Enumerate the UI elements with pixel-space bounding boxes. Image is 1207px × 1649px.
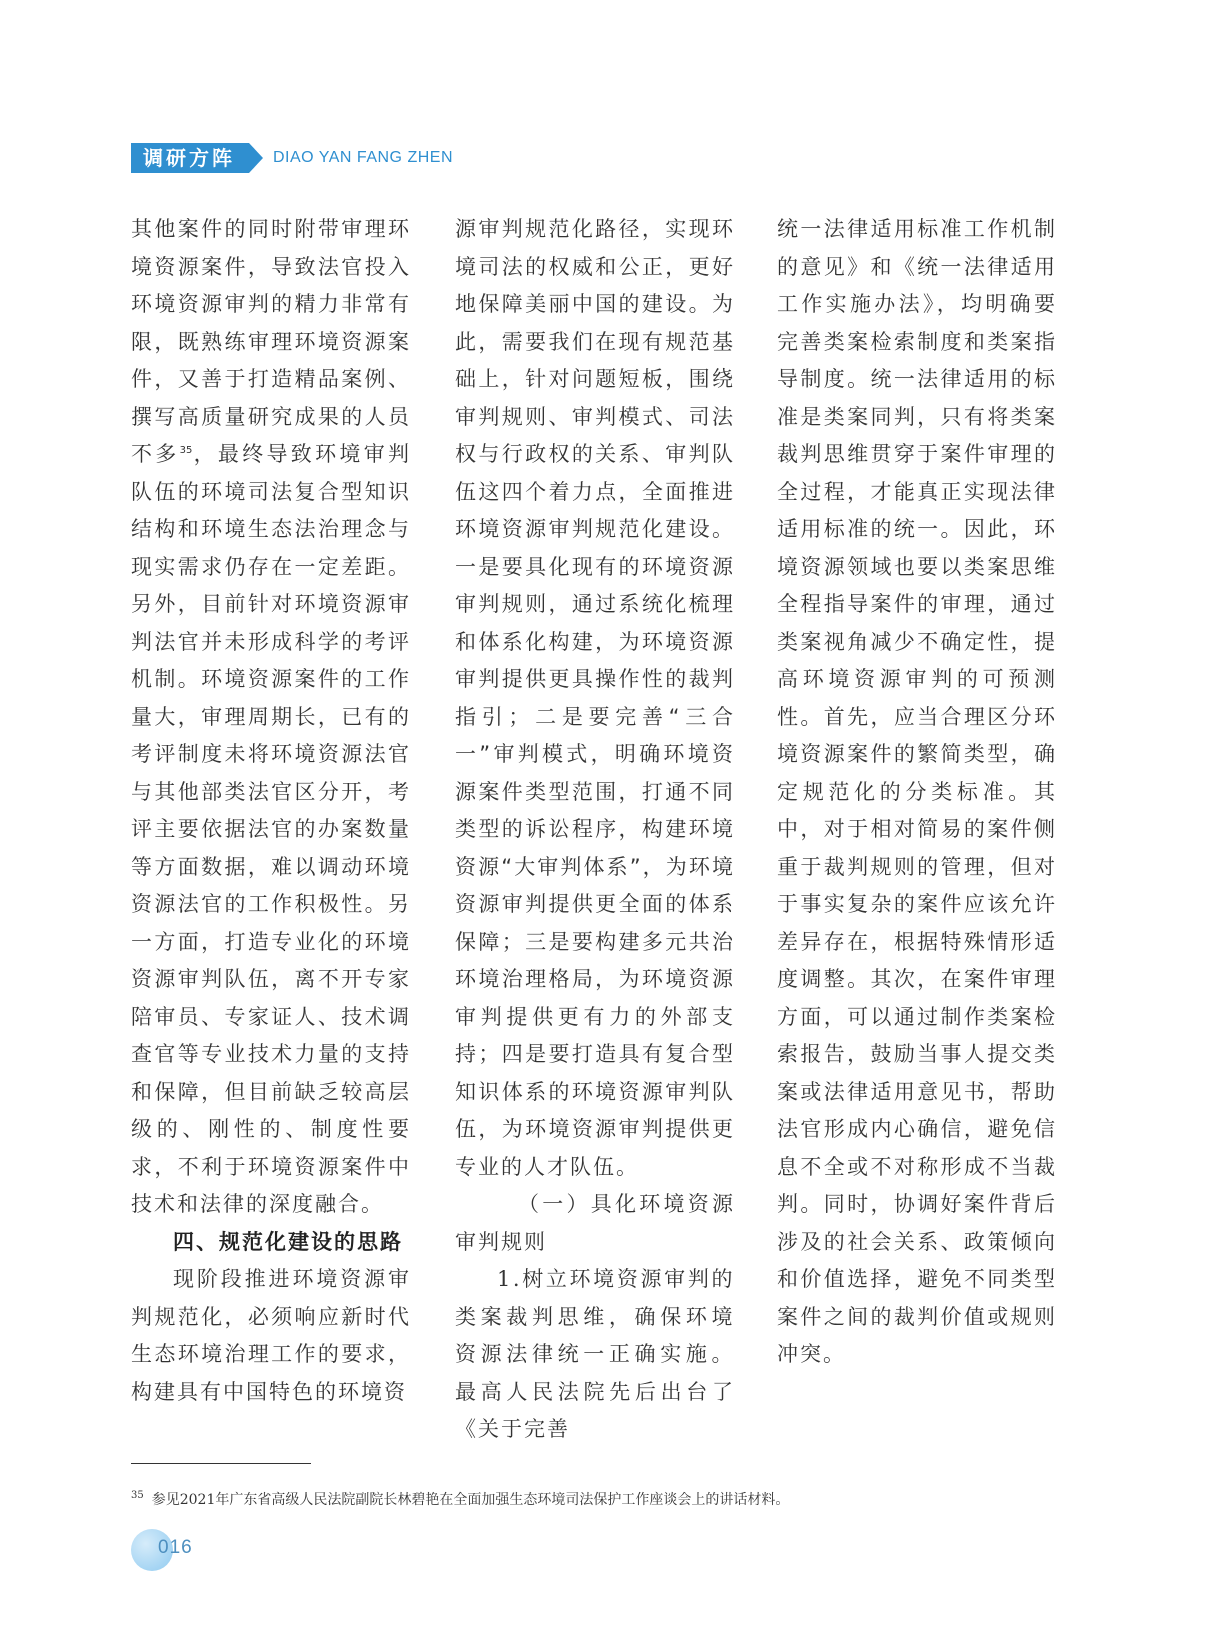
paragraph-text: 其他案件的同时附带审理环境资源案件，导致法官投入环境资源审判的精力非常有限，既熟练审理环境资源案件，又善于打造精品案例、撰写高质量研究成果的人员不多	[131, 217, 411, 466]
section-heading: 四、规范化建设的思路	[173, 1229, 403, 1254]
footnote-number: 35	[131, 1490, 144, 1501]
footnote-text: 参见2021年广东省高级人民法院副院长林碧艳在全面加强生态环境司法保护工作座谈会上的讲话材料。	[151, 1492, 790, 1508]
sub-heading: （一）具化环境资源审判规则	[455, 1192, 735, 1254]
text-column-1	[131, 211, 411, 1411]
section-title: 调研方阵	[131, 143, 249, 173]
paragraph: 现阶段推进环境资源审判规范化，必须响应新时代生态环境治理工作的要求，构建具有中国特色的环境资	[131, 1267, 411, 1404]
footnote	[131, 1490, 1091, 1510]
header-arrow-shape	[249, 143, 263, 173]
paragraph-text: 最高人民法院先后出台了《关于完善	[455, 1379, 735, 1441]
text-column-3	[777, 211, 1057, 1374]
paragraph: 统一法律适用标准工作机制的意见》和《统一法律适用工作实施办法》，均明确要完善类案检索制度和类案指导制度。统一法律适用的标准是类案同判，只有将类案裁判思维贯穿于案件审理的全过程，才能真正实现法律适用标准的统一。因此，环境资源领域也要以类案思维全程指导案件的审理，通过类案视角减少不确定性，提高环境资源审判的可预测性。首先，应当合理区分环境资源案件的繁简类型，确定规范化的分类标准。其中，对于相对简易的案件侧重于裁判规则的管理，但对于事实复杂的案件应该允许差异存在，根据特殊情形适度调整。其次，在案件审理方面，可以通过制作类案检索报告，鼓励当事人提交类案或法律适用意见书，帮助法官形成内心确信，避免信息不全或不对称形成不当裁判。同时，协调好案件背后涉及的社会关系、政策倾向和价值选择，避免不同类型案件之间的裁判价值或规则冲突。	[777, 217, 1057, 1366]
footnote-reference[interactable]: 35	[179, 445, 193, 456]
paragraph: 源审判规范化路径，实现环境司法的权威和公正，更好地保障美丽中国的建设。为此，需要我们在现有规范基础上，针对问题短板，围绕审判规则、审判模式、司法权与行政权的关系、审判队伍这四个着力点，全面推进环境资源审判规范化建设。一是要具化现有的环境资源审判规则，通过系统化梳理和体系化构建，为环境资源审判提供更具操作性的裁判指引；二是要完善“三合一”审判模式，明确环境资源案件类型范围，打通不同类型的诉讼程序，构建环境资源“大审判体系”，为环境资源审判提供更全面的体系保障；三是要构建多元共治环境治理格局，为环境资源审判提供更有力的外部支持；四是要打造具有复合型知识体系的环境资源审判队伍，为环境资源审判提供更专业的人才队伍。	[455, 217, 735, 1179]
paragraph-lead: 1.树立环境资源审判的类案裁判思维，确保环境资源法律统一正确实施。	[455, 1267, 735, 1366]
section-pinyin: DIAO YAN FANG ZHEN	[273, 149, 453, 166]
text-column-2	[455, 211, 735, 1449]
page-number: 016	[158, 1537, 193, 1558]
section-header	[131, 143, 453, 173]
paragraph	[455, 1261, 735, 1449]
paragraph-text: ，最终导致环境审判队伍的环境司法复合型知识结构和环境生态法治理念与现实需求仍存在一定差距。另外，目前针对环境资源审判法官并未形成科学的考评机制。环境资源案件的工作量大，审理周期长，已有的考评制度未将环境资源法官与其他部类法官区分开，考评主要依据法官的办案数量等方面数据，难以调动环境资源法官的工作积极性。另一方面，打造专业化的环境资源审判队伍，离不开专家陪审员、专家证人、技术调查官等专业技术力量的支持和保障，但目前缺乏较高层级的、刚性的、制度性要求，不利于环境资源案件中技术和法律的深度融合。	[131, 442, 411, 1216]
footnote-divider	[131, 1463, 311, 1464]
paragraph	[131, 211, 411, 1224]
